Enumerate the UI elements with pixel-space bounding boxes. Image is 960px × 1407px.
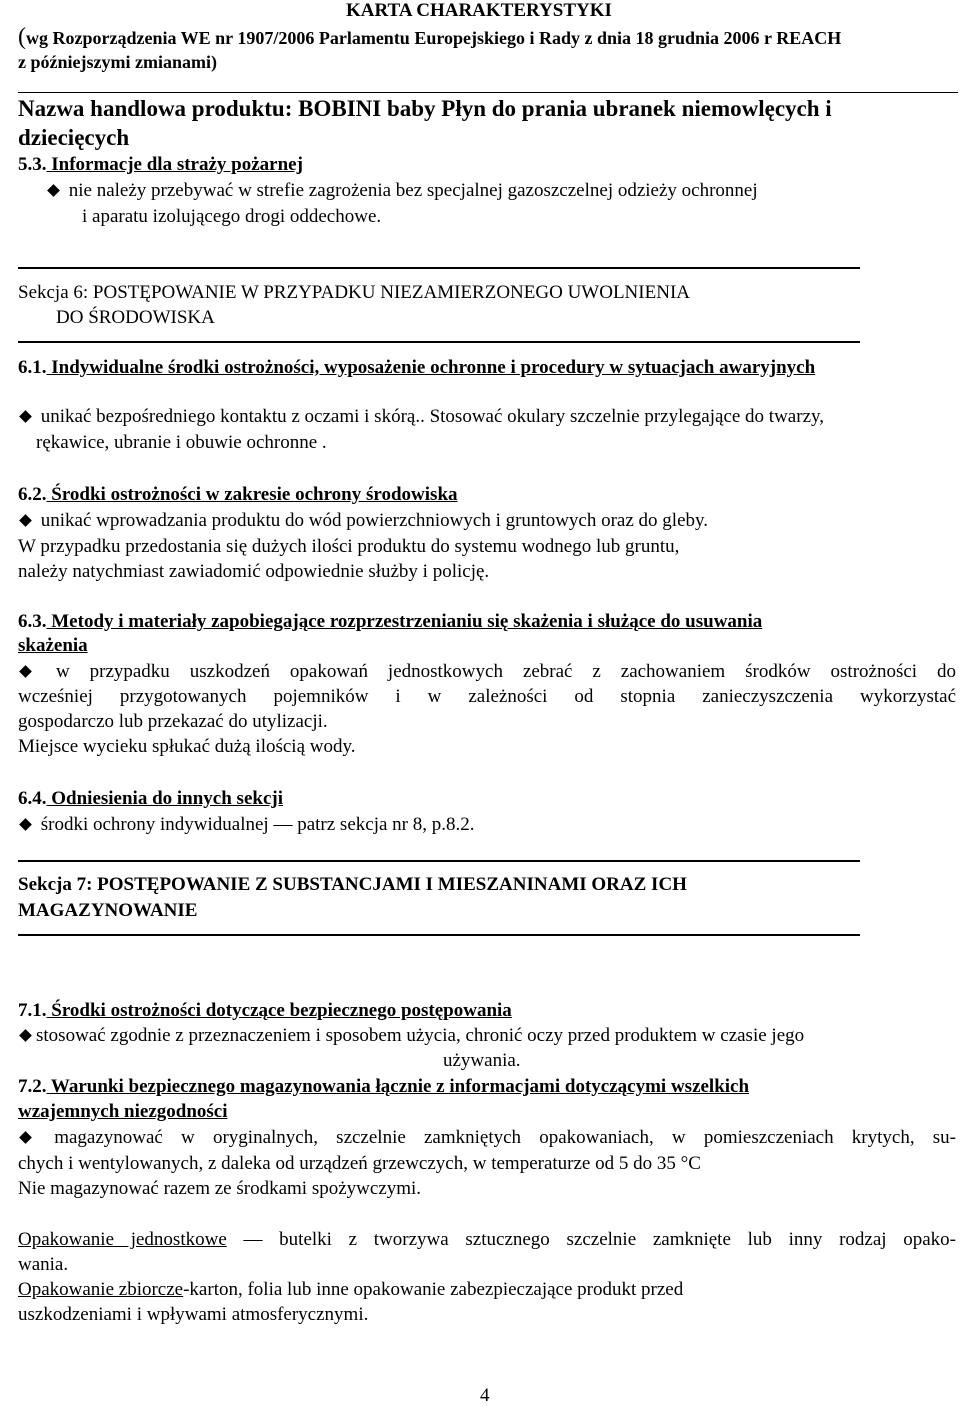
s71-line1: stosować zgodnie z przeznaczeniem i sposobem użycia, chronić oczy przed produktem w czasie jego [36, 1025, 805, 1046]
s62-line2: W przypadku przedostania się dużych ilości produktu do systemu wodnego lub gruntu, [18, 536, 680, 557]
diamond-bullet-icon [19, 1131, 32, 1144]
section-number: 7.2. [18, 1076, 47, 1097]
s53-line2: i aparatu izolującego drogi oddechowe. [82, 206, 382, 227]
section-7-bottom-rule [18, 934, 860, 936]
diamond-bullet-icon [19, 1029, 32, 1042]
s63-line3: gospodarczo lub przekazać do utylizacji. [18, 711, 328, 732]
s63-line2: wcześniej przygotowanych pojemników i w zależności od stopnia zanieczyszczenia wykorzystać [18, 686, 956, 707]
section-7-2-heading [18, 1076, 749, 1098]
s61-line1: unikać bezpośredniego kontaktu z oczami i skórą.. Stosować okulary szczelnie przylegające do twarzy, [40, 406, 825, 427]
s62-bullet [18, 510, 708, 532]
section-5-3-heading [18, 154, 303, 176]
section-title: Indywidualne środki ostrożności, wyposażenie ochronne i procedury w sytuacjach awaryjnych [46, 357, 816, 378]
s61-line2: rękawice, ubranie i obuwie ochronne . [36, 432, 327, 453]
s72-line2: chych i wentylowanych, z daleka od urządzeń grzewczych, w temperaturze od 5 do 35 °C [18, 1153, 701, 1174]
s71-line2: używania. [443, 1050, 521, 1071]
page-number: 4 [480, 1385, 490, 1406]
product-name-line2: dziecięcych [18, 125, 130, 150]
section-title: Warunki bezpiecznego magazynowania łącznie z informacjami dotyczącymi wszelkich [46, 1076, 750, 1097]
section-number: 7.1. [18, 1000, 47, 1021]
s63-line4: Miejsce wycieku spłukać dużą ilością wody. [18, 736, 356, 757]
section-title: Środki ostrożności w zakresie ochrony środowiska [46, 484, 458, 505]
section-title: Środki ostrożności dotyczące bezpiecznego postępowania [46, 1000, 512, 1021]
section-number: 6.3. [18, 611, 47, 632]
regulation-line [18, 24, 841, 51]
s63-line1: w przypadku uszkodzeń opakowań jednostkowych zebrać z zachowaniem środków ostrożności do [55, 661, 957, 682]
diamond-bullet-icon [47, 184, 60, 197]
s61-bullet [18, 406, 824, 428]
section-7-top-rule [18, 860, 860, 862]
header-rule [18, 92, 958, 93]
section-number: 6.2. [18, 484, 47, 505]
section-6-bottom-rule [18, 341, 860, 343]
regulation-paren: ( [18, 24, 26, 50]
section-7-1-heading [18, 1000, 512, 1022]
packaging-unit-text: — butelki z tworzywa sztucznego szczelnie zamknięte lub inny rodzaj opako- [226, 1229, 956, 1250]
packaging-unit-line1 [18, 1229, 956, 1251]
section-title: Metody i materiały zapobiegające rozprzestrzenianiu się skażenia i służące do usuwania [46, 611, 763, 632]
section-6-heading1: Sekcja 6: POSTĘPOWANIE W PRZYPADKU NIEZAMIERZONEGO UWOLNIENIA [18, 282, 690, 303]
section-title: Informacje dla straży pożarnej [46, 154, 303, 175]
s72-line3: Nie magazynować razem ze środkami spożywczymi. [18, 1178, 422, 1199]
s62-line1: unikać wprowadzania produktu do wód powierzchniowych i gruntowych oraz do gleby. [40, 510, 709, 531]
packaging-bulk-label: Opakowanie zbiorcze [18, 1279, 184, 1300]
packaging-bulk-line2: uszkodzeniami i wpływami atmosferycznymi. [18, 1304, 369, 1325]
section-number: 6.1. [18, 357, 47, 378]
diamond-bullet-icon [19, 514, 32, 527]
s62-line3: należy natychmiast zawiadomić odpowiednie służby i policję. [18, 561, 490, 582]
section-number: 5.3. [18, 154, 47, 175]
section-title: Odniesienia do innych sekcji [46, 788, 283, 809]
diamond-bullet-icon [19, 410, 32, 423]
section-6-1-heading [18, 357, 815, 379]
amendments-line: z późniejszymi zmianami) [18, 52, 217, 72]
section-6-2-heading [18, 484, 458, 506]
section-7-2-title-line2: wzajemnych niezgodności [18, 1101, 228, 1122]
section-6-3-heading [18, 611, 762, 633]
diamond-bullet-icon [19, 665, 32, 678]
section-number: 6.4. [18, 788, 47, 809]
s63-bullet [18, 661, 956, 683]
diamond-bullet-icon [19, 818, 32, 831]
s71-bullet [18, 1025, 804, 1047]
document-title: KARTA CHARAKTERYSTYKI [346, 0, 612, 21]
s64-line1: środki ochrony indywidualnej — patrz sekcja nr 8, p.8.2. [40, 814, 475, 835]
product-name-line1: Nazwa handlowa produktu: BOBINI baby Płyn do prania ubranek niemowlęcych i [18, 96, 832, 121]
s72-bullet [18, 1127, 956, 1149]
packaging-bulk-text: -karton, folia lub inne opakowanie zabezpieczające produkt przed [183, 1279, 684, 1300]
s53-line1: nie należy przebywać w strefie zagrożenia bez specjalnej gazoszczelnej odzieży ochronnej [68, 180, 758, 201]
section-6-top-rule [18, 267, 860, 269]
section-7-heading1: Sekcja 7: POSTĘPOWANIE Z SUBSTANCJAMI I MIESZANINAMI ORAZ ICH [18, 874, 687, 895]
section-7-heading2: MAGAZYNOWANIE [18, 900, 198, 921]
section-6-4-heading [18, 788, 283, 810]
section-6-3-title-line2: skażenia [18, 635, 88, 656]
packaging-unit-label: Opakowanie jednostkowe [18, 1229, 227, 1250]
section-6-heading2: DO ŚRODOWISKA [56, 307, 215, 328]
packaging-unit-line2: wania. [18, 1254, 69, 1275]
regulation-text: wg Rozporządzenia WE nr 1907/2006 Parlamentu Europejskiego i Rady z dnia 18 grudnia 2006 r REACH [26, 28, 842, 48]
s72-line1: magazynować w oryginalnych, szczelnie zamkniętych opakowaniach, w pomieszczeniach krytych, su- [54, 1127, 956, 1148]
s53-bullet [46, 180, 758, 202]
s64-bullet [18, 814, 474, 836]
packaging-bulk-line1 [18, 1279, 683, 1301]
